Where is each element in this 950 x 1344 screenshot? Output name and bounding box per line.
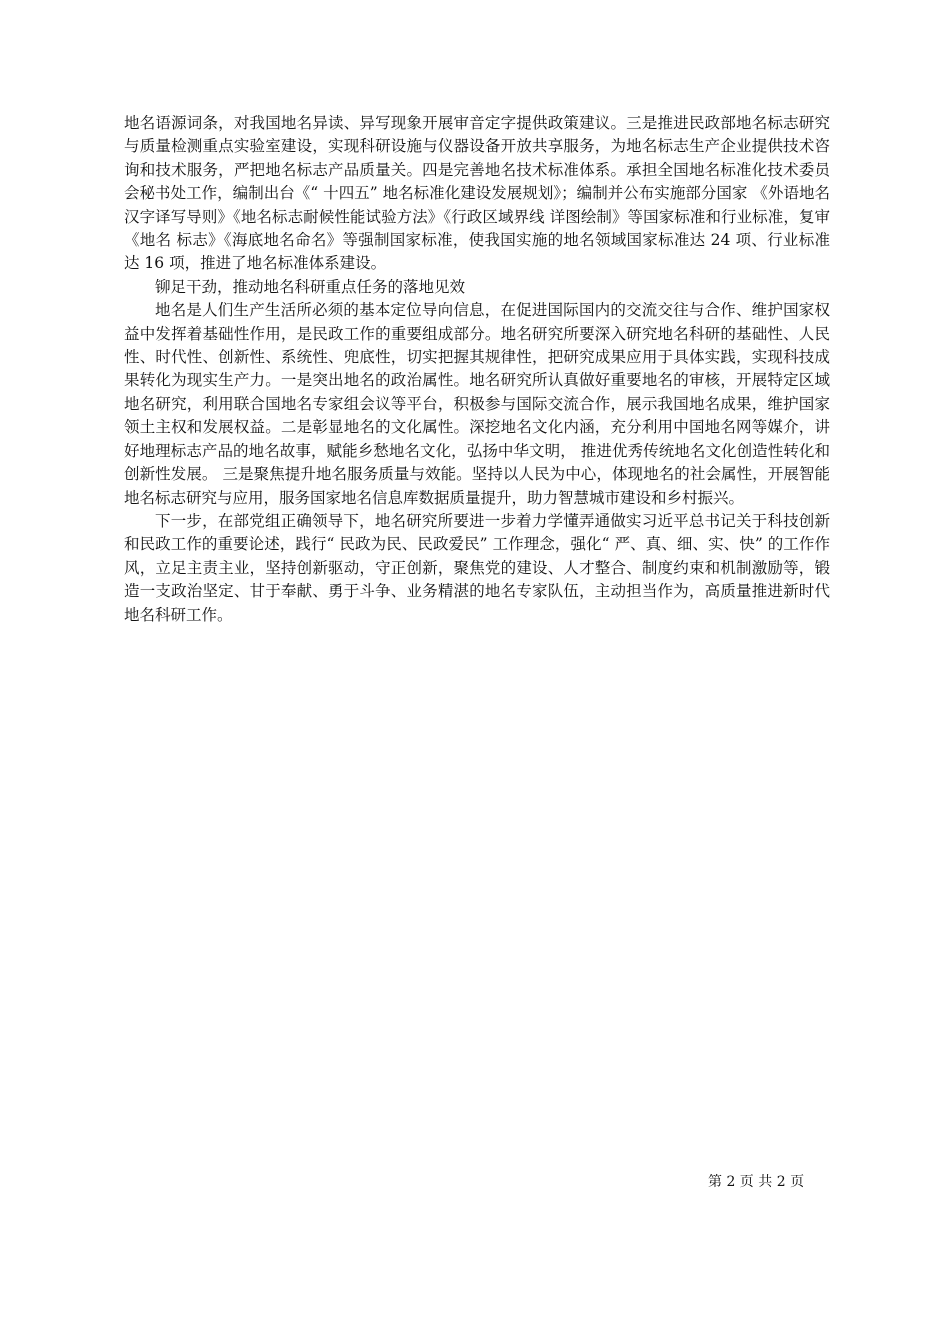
page-number-footer: 第 2 页 共 2 页 xyxy=(708,1174,805,1190)
document-body xyxy=(124,112,830,627)
paragraph-continuation: 地名语源词条，对我国地名异读、异写现象开展审音定字提供政策建议。三是推进民政部地名标志研究与质量检测重点实验室建设，实现科研设施与仪器设备开放共享服务，为地名标志生产企业提供技术咨询和技术服务，严把地名标志产品质量关。四是完善地名技术标准体系。承担全国地名标准化技术委员会秘书处工作，编制出台《“ 十四五” 地名标准化建设发展规划》；编制并公布实施部分国家 《外语地名汉字译写导则》《地名标志耐候性能试验方法》《行政区域界线 详图绘制》等国家标准和行业标准，复审《地名 标志》《海底地名命名》等强制国家标准，使我国实施的地名领域国家标准达 24 项、行业标准达 16 项，推进了地名标准体系建设。 xyxy=(124,114,830,273)
section-heading: 铆足干劲，推动地名科研重点任务的落地见效 xyxy=(155,277,466,296)
paragraph-conclusion: 下一步，在部党组正确领导下，地名研究所要进一步着力学懂弄通做实习近平总书记关于科技创新和民政工作的重要论述，践行“ 民政为民、民政爱民” 工作理念，强化“ 严、真、细、实、快” 的工作作风，立足主责主业，坚持创新驱动，守正创新，聚焦党的建设、人才整合、制度约束和机制激励等，锻造一支政治坚定、甘于奉献、勇于斗争、业务精湛的地名专家队伍，主动担当作为，高质量推进新时代地名科研工作。 xyxy=(124,511,830,624)
paragraph-body: 地名是人们生产生活所必须的基本定位导向信息，在促进国际国内的交流交往与合作、维护国家权益中发挥着基础性作用，是民政工作的重要组成部分。地名研究所要深入研究地名科研的基础性、人民性、时代性、创新性、系统性、兜底性，切实把握其规律性，把研究成果应用于具体实践，实现科技成果转化为现实生产力。一是突出地名的政治属性。地名研究所认真做好重要地名的审核，开展特定区域地名研究，利用联合国地名专家组会议等平台，积极参与国际交流合作，展示我国地名成果，维护国家领土主权和发展权益。二是彰显地名的文化属性。深挖地名文化内涵，充分利用中国地名网等媒介，讲好地理标志产品的地名故事，赋能乡愁地名文化，弘扬中华文明， 推进优秀传统地名文化创造性转化和创新性发展。 三是聚焦提升地名服务质量与效能。坚持以人民为中心，体现地名的社会属性，开展智能地名标志研究与应用，服务国家地名信息库数据质量提升，助力智慧城市建设和乡村振兴。 xyxy=(124,301,830,507)
